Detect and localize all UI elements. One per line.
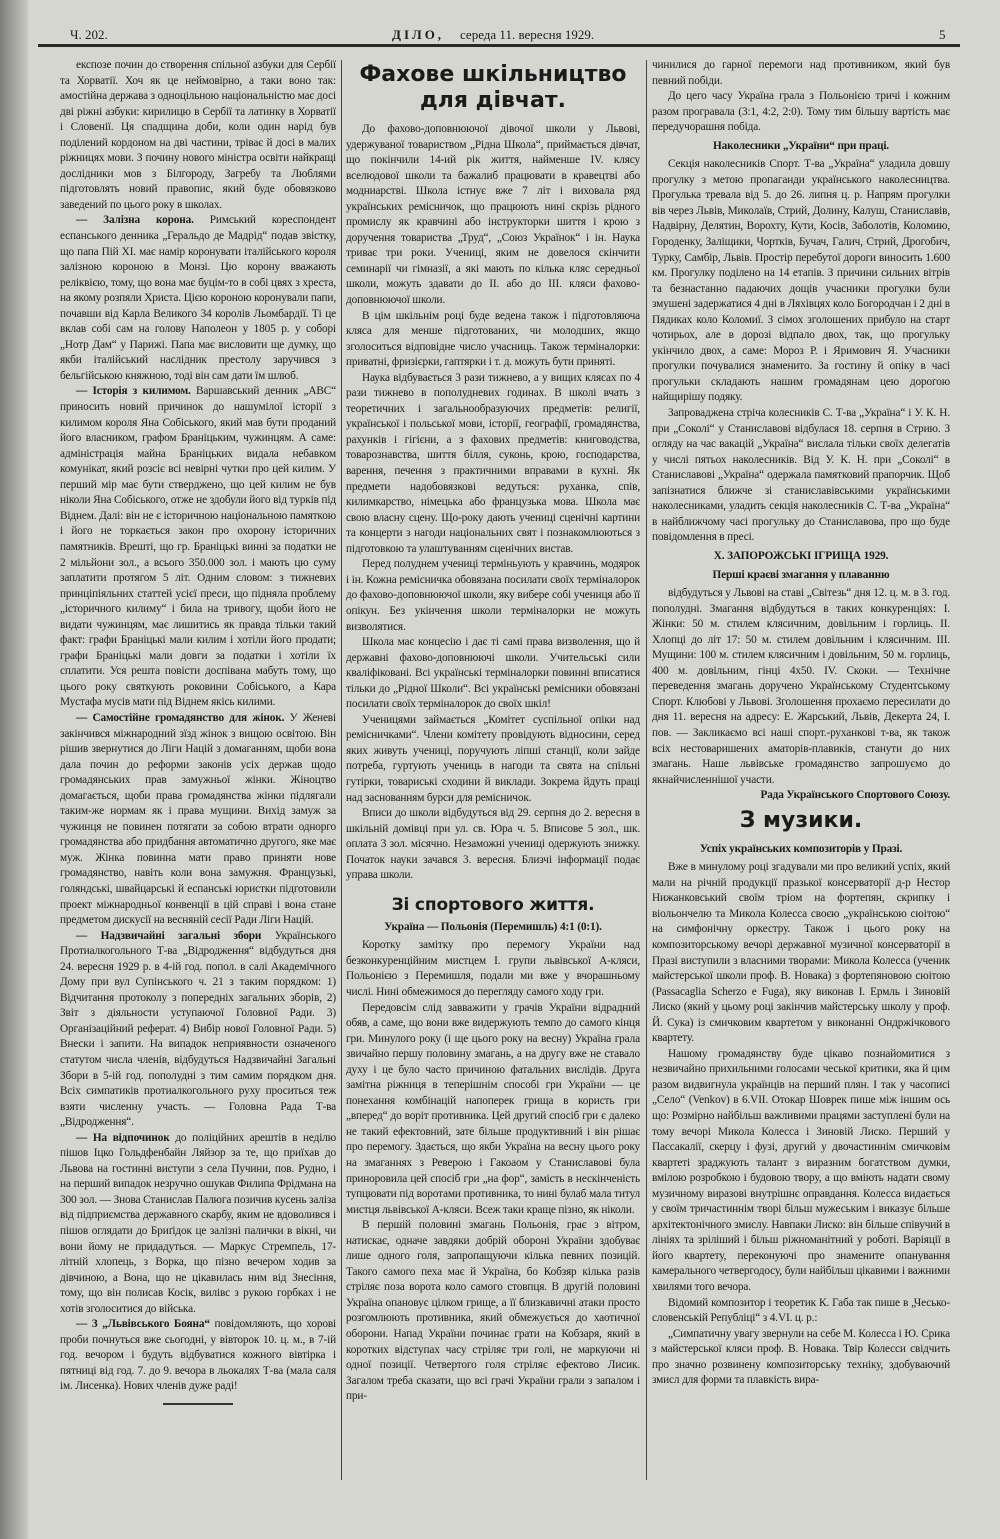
column-divider xyxy=(646,60,647,1480)
article-paragraph: Вписи до школи відбудуться від 29. серпня до 2. вересня в шкільній домівці при ул. св. Юра ч. 5. Вписове 5 зол., шк. оплата 3 зол. місячно. Незаможні учениці одержують знижку. Початок науки зачався 3. вересня. Близчі інформації подає управа школи. xyxy=(346,807,640,882)
article-paragraph: Вже в минулому році згадували ми про великий успіх, який мали на річній продукції празької консерваторії д-р Нестор Нижанковський своїм тріом на фортепян, скрипку і віольончелю та Микола Колесса своєю „українською сюітою“ на симфонічну оркестру. Також і цього року на композиторському вечорі державної музичної консерваторії в Празі виступили з власними творами: Микола Колесса (ученик майстерської школи проф. В. Новака) з фортепяновою сюітою (Passacaglia Scherzo e Fuga), яку виконав І. Ермль і Зиновій Лиско (який у цьому році закінчив майстерську школу у проф. Й. Сука) із смичковим квартетом у виконанні Ондржічкового квартету. xyxy=(652,861,950,1045)
music-section-title: З музики. xyxy=(739,807,863,833)
news-item-women-citizenship: — Самостійне громадянство для жінок. У Женеві закінчився міжнародний зїзд жінок з вищою освітою. Він рішив звернутися до Ліги Націй з домаганням, щоби вона дала почин до реформи законів усіх держав щодо громадянських прав замужньої жінки. Жіноцтво домагається, щоби права громадянства жінки підлягали таким-же нормам як і права мущини. Вихід замуж за чужинця не повинен потягати за собою втрати однорго громадянства або придбання автоматично другого, яке має муж. Жінка повинна мати право приняти нове громадянство, навіть коли вона замужня. Французькі, голяндські, швайцарські й еспанські юристки підготовили проект міжнародньої конвенції в цій справі і вона стане предметом дискусії на весняній сесії Ради Ліги Націй. xyxy=(60,711,336,927)
masthead: ДІЛО, xyxy=(392,27,445,42)
article-paragraph: В першій половині змагань Польонія, грає з вітром, натискає, одначе завдяки добрій обороні України здобуває лише одного голя, запропащуючи кілька певних позицій. Такого самого пеха має й Україна, бо Кобзяр кілька разів стріляє поза ворота коло самого стовпця. В другій половині Україна опановує цілком грище, а її близкавичні атаки просто розгомлюють противника, який обмежується до хаотичної оборони. Напад України починає грати на Кобзаря, який в коротких відступах часу стріляє три голі, не маркуючи ні одної позиції. Четвертого голя стріляє ефектово Лисик. Загалом треба сказати, що всі грачі України грали з запалом і при- xyxy=(346,1219,640,1403)
page-number: 5 xyxy=(939,27,946,42)
music-subtitle: Успіх українських композиторів у Празі. xyxy=(699,842,903,855)
article-title: Фахове шкільництво для дівчат. xyxy=(359,62,627,113)
article-paragraph: Секція наколесників Спорт. Т-ва „Україна“ уладила довшу прогулку з метою пропаганди українського наколесництва. Прогулька тревала від 5. до 26. липня ц. р. Напрям прогулки вів через Львів, Миколаїв, Стрий, Долину, Калуш, Станиславів, Надвірну, Делятин, Ворохту, Кути, Косів, Заболотів, Коломию, Городенку, Заліщики, Чортків, Бучач, Галич, Стрий, Дрогобич, Турку, Самбір, Львів. Простір перебутої дороги виносить 1.600 км. Прогулку поділено на 14 етапів. З причини сильних вітрів та безнастанно падаючих дощів учасники прогулки були змушені задержатися 4 дні в Ляхівцях коло Богородчан і 2 дні в Пядиках коло Коломиї. З сімох зголошених прибуло на старт чотирьох, але в дорозі відпало двох, так, що прогульку укінчило двох, а саме: Мороз Р. і Яримович Я. Учасники прогулки почувалися знаменито. За гостину й опіку в часі прогульки складають нашим громадянам цею дорогою найщирішу подяку. xyxy=(652,158,950,404)
news-item-boyan: — З „Львівського Бояна“ повідомляють, що хорові проби почнуться вже сьогодні, у вівторок 10. ц. м., в 7-ій год. вечором і будуть відбуватися кожного вівтірка і пятниці від год. 7. до 9. вечора в льокалях Т-ва (мала саля ім. Лисенка). Нових членів дуже раді! xyxy=(60,1318,336,1393)
article-paragraph: Коротку замітку про перемогу України над безконкуренційним мистцем I. групи львівської А-кляси, Польонією з Перемишля, подали ми вже у вчорашньому числі. Нині обмежимося до перегляду самого ходу гри. xyxy=(346,939,640,998)
news-item-carpet: — Історія з килимом. Варшавський денник „АВС“ приносить новий причинок до нашумілої історії з килимом короля Яна Собіського, який мав бути проданий його власником, графом Браніцьким, чужинцям. А саме: адміністрація майна Браніцьких видала небавком комунікат, який розсіє всі невірні чутки про цей килим. У перший мір має бути стверджено, що цей килим не був ніколи Яна Собіського, отже не здобули його від турків під Віднем. Далі: він не є історичною національною памяткою і його не торкається закон про охорону історичних памятників. Врешті, що гр. Браніцькі винні за податки не 2 мільйони зол., а всього 350.000 зол. і мають цю суму заплатити протягом 5 літ. Одним словом: з тижневих принціпіяльних статтей усієї преси, що підняла проблему „історичного килиму“ і била на тривогу, щоби його не видати чужинцям, має лишитись як правда тільки такий факт: графи Браніцькі мали килим і хотіли його продати; графи Браніцькі мали довги за податки і хотіли їх сплатити. Уся решта повісти доспівана мабуть тому, що цього року святкують роковини Собіського, а Кара Мустафа мусів мати під Віднем якісь килими. xyxy=(60,385,336,709)
article-paragraph: Нашому громадянству буде цікаво познайомитися з незвичайно прихильними голосами чеської критики, яка й цим разом видвигнула українців на перший плян. І так у часописі „Село“ (Venkov) в 6.VII. Отокар Шоврек пише між іншим ось що: Розмірно найбільш важливими працями заступлені були на тому вечорі Микола Колесса і Зиновій Лиско. Перший у Пассакалії, скерцу і фузі, другий у двочастиннім смичковім квартеті зраджують талант з виразним богатством думки, вмілою розробкою і будовою твору, а що вміють надати свому музичному виразові внутрішнє оправдання. Колесса видається у своїм тричастиннім творі більш мужеським і виказує більше архітектонічного змислу. Навпаки Лиско: він більше співучий в лініях та зріліший і більш ріжноманітний у роботі. Варіяції в його квартету, переконуючі про знамените опанування камерального четвергодосу, були найбільш цікавими і важними хвилями того вечора. xyxy=(652,1047,950,1294)
article-paragraph: В цім шкільнім році буде ведена також і підготовляюча кляса для менше підготованих, чи молодших, якщо зголоситься відповідне число учасниць. Також терміналорки: приватні, фризієрки, гаптярки і т. д. можуть бути приняті. xyxy=(346,309,640,369)
column-vocational-school xyxy=(346,58,640,1538)
page-binding-shadow xyxy=(0,0,28,1539)
header-rule xyxy=(38,44,960,47)
news-item-iron-crown: — Залізна корона. Римський кореспондент еспанського денника „Геральдо де Мадрід“ подав звістку, що папа Пій XI. має намір коронувати італійського короля залізною короною в Монзі. Цю корону вважають реліквією, тому, що вона має буцім-то в собі цвях з хреста, на якому розпяли Христа. Цією короною коронували папи, почавши від Карла Великого 34 королів Льомбардії. Ті це вклав собі сам на голову Наполеон у 1805 р. у соборі „Нотр Дам“ у Парижі. Папа має висловити ще думку, що якби італійський наслідник престолу заручився з бельгійською княжною, тоді він сам дати їм шлюб. xyxy=(60,214,336,382)
column-news-notes xyxy=(60,58,336,1478)
issue-number: Ч. 202. xyxy=(70,27,108,42)
column-divider xyxy=(341,60,342,1480)
games-subtitle: Х. ЗАПОРОЖСЬКІ ІГРИЩА 1929. xyxy=(713,549,889,562)
article-paragraph: Ученицями займається „Комітет суспільної опіки над ремісничками“. Члени комітету провідують відносини, серед яких живуть учениці, поручують ліпші станції, коли зайде потреба, гуртують учениць в нагоди та свята на спільні гутірки, товариські сходини й виклади. Зокрема йдуть праці над заснованням бурси для ремісничок. xyxy=(346,713,640,804)
article-paragraph: Перед полуднем учениці терміньують у кравчинь, модярок і ін. Кожна ремісничка обовязана посилати своїх терміналорок до фахово-доповнюючої школи, яку вибере собі учениця або її опікун. Без укінчення школи терміналорки не можуть визволятися. xyxy=(346,558,640,633)
match-subtitle: Україна — Польонія (Перемишль) 4:1 (0:1). xyxy=(384,920,602,933)
article-paragraph: відбудуться у Львові на ставі „Світезь“ дня 12. ц. м. в 3. год. пополудні. Змагання відбудуться в таких конкуренціях: I. Жінки: 50 м. стилем клясичним, довільним і горлиць. II. Хлопці до літ 17: 50 м. стилем довільним і клясичним. III. Мущини: 100 м. стилем клясичним і довільним, 50 м. горлиць, 400 м. довільним, гінці 4x50. IV. Скоки. — Технічне переведення змагань доручено Українському Студентському Спорт. Клюбові у Львові. Зголошення прохаємо пересилати до дня 11. вересня на адресу: Е. Жарський, Львів, Декерта 24, I. пов. — Закликаємо всі наші спорт.-руханкові т-ва, як також всіх нестоваришених аматорів-плавиків, станути до них змагань. Наше львівське громадянство запрошуємо до якнайчисленнішої участи. xyxy=(652,587,950,786)
article-paragraph: До фахово-доповнюючої дівочої школи у Львові, удержуваної товариством „Рідна Школа“, приймається дівчат, що покінчили 14-ий рік життя, найменше IV. клясу вселюдової школи та бажалиб працювати в кравецтві або модниарстві. Школа істнує вже 7 літ і виховала ряд українських ремісничок, що працюють нині скрізь рідного промислу як кравчині або інструкторки шиття і крою з доручення товариства „Труд“, „Союз Українок“ і ін. Наука триває три роки. Учениці, яким не довелося скінчити семинарії чи гімназії, а які мають по кілька кляс середньої школи, можуть здавати до II. або до III. кляси фахово-доповнюючої школи. xyxy=(346,123,640,307)
news-item-arrests: — На відпочинок до поліційних арештів в неділю пішов Іцко Гольдфенбайн Ляйзор за те, що приїхав до Львова на гостинні виступи з села Пучини, пов. Рудно, і на перший випадок незручно ошукав Филипа Фрідмана на 300 зол. — Знова Станислав Палюга позичив кусень заліза від підприємства державного скарбу, яким не вдоволився і пішов оглядати до Бриґідок це залізні палички в вікні, чи вони йому не придадуться. — Маркус Стремпель, 17-літній хлопець, з Ворка, що пізно вечером ходив за дівчиною, а Вона, що не цікавилась ним від Знесіння, тому, що він полисав Косік, вилівс з рукою горбках і не хотів зголоситися до війська. xyxy=(60,1131,336,1315)
article-paragraph: Наука відбувається 3 рази тижнево, а у вищих клясах по 4 рази тижнево в пополудневих годинах. В школі вчать з теоретичних і загальнообразуючих предметів: религії, української і польської мови, історії, географії, громадянства, рахунків і гігієни, а з фахових предметів: книговодства, товарознавства, шиття білля, суконь, крою, господарства, варення, печення з практичними вправами в кухні. Як предмети надобовязкові ведуться: руханка, спів, килимкарство, німецька або французька мова. Школа має свою власну сцену. Що-року дають учениці сценічні картини та концерти з нагоди національних свят і познакомлюються з підготовкою та улаштуванням сценічних вистав. xyxy=(346,371,640,555)
swim-subtitle: Перші краєві змагання у плаванню xyxy=(712,568,890,581)
article-paragraph: Передовсім слід завважити у грачів України відрадний обяв, а саме, що вони вже видержують темпо до самого кінця гри. Минулого року (і ще цього року на весну) Україна грала звичайно першу половину змагань, а на другу вже не ставало духу і це було часто причиною фатальних вислідів. Друга замітна ріжниця в теперішнім способі гри України — це понехання комбінацій напоперек грища в користь гри „вперед“ до воріт противника. Цей другий спосіб гри є далеко не такий ефектовний, зате більше продуктивний і він рішає про перемогу. Здається, що якби Україна на весну цього року на змаганнях з Реверою і Гакоаом у Станиславові була приноровила цей спосіб гри „на фор“, замість в нескінченість тупцювати під воротами противника, то нині булаб мала титул мистця львівської А-кляси. Всеж таки краще пізно, як ніколи. xyxy=(346,1001,640,1216)
end-rule xyxy=(163,1403,233,1405)
article-paragraph: Школа має концесію і дає ті самі права визволення, що й державні фахово-доповнюючі школи. Учительські сили кваліфіковані. Всі українські терміналорки повинні вписатися тільки до „Рідної Школи“. Всі українські ремісники обовязані посилати своїх терміналорок до своїх шкіл! xyxy=(346,636,640,711)
article-paragraph: Відомий композитор і теоретик К. Габа так пише в „Чесько-словенській Републіці“ з 4.VI. ц. р.: xyxy=(652,1296,950,1325)
issue-date: середа 11. вересня 1929. xyxy=(460,27,595,42)
cyclists-subtitle: Наколесники „України“ при праці. xyxy=(713,139,889,152)
signature: Рада Українського Спортового Союзу. xyxy=(760,789,950,802)
article-paragraph: „Симпатичну увагу звернули на себе М. Колесса і Ю. Срика з майстерської кляси проф. В. Новака. Твір Колесси свідчить про значно розвинену композиторську техніку, здобуваючий змисл для форми та плавкість вира- xyxy=(652,1327,950,1387)
article-paragraph: Запроваджена стріча колесників С. Т-ва „Україна“ і У. К. Н. при „Соколі“ у Станиславові відбулася 18. серпня в Стрию. З огляду на час вакацій „Україна“ вислала тільки своїх делегатів у числі пятьох наколесників. Від У. К. Н. при „Соколі“ в Станиславові „Україна“ одержала памятковий прапорчик. Щоб запізнатися ближче зі станиславівськими українськими наколесниками, уладить секція наколесників С. Т-ва „Україна“ в найближчому часі прогульку до Станиславова, про що буде повідомлення в пресі. xyxy=(652,407,950,544)
article-paragraph: експозе почин до створення спільної азбуки для Сербії та Хорватії. Хоч як це неймовірно, а таки воно так: амостійна держава з одноцільною національністю має досі дві ріжні азбуки: кирилицю в Сербії та латинку в Хорватії і Словенії. Ця спадщина доби, коли один нарід був поділений кордоном на дві частини, тріває й досі в малих ріжницях мови. З почину нового міністра освіти найкращі дослідники мов з Білгороду, Загребу та Люблями підготовлять новий правопис, який буде обовязково заведений по цього року в школах. xyxy=(60,59,336,211)
column-sport-music xyxy=(652,58,950,1538)
news-item-general-meeting: — Надзвичайні загальні збори Українського Протиалкогольного Т-ва „Відродження“ відбудуться дня 24. вересня 1929 р. в 4-ій год. попол. в салі Академічного Дому при вул Супінського ч. 21 з таким порядком: 1) Відчитання протоколу з попередніх загальних зборів, 2) Звіт з діяльности уступаючої Головної Ради. 3) Організаційний реферат. 4) Вибір нової Головної Ради. 5) Внески і запити. На випадок неприявности означеного статутом числа членів, відбудуться Надзвичайні Загальні Збори в 5-ій год. пополудні з тим самим порядком дня. Всіх симпатиків протиалкогольного руху проситься теж взяти численну участь. — Головна Рада Т-ва „Відродження“. xyxy=(60,929,336,1129)
article-paragraph: До цего часу Україна грала з Польонією тричі і кожним разом програвала (3:1, 4:2, 2:0). Тому тим більшу вартість має передучорашня побіда. xyxy=(652,90,950,134)
page-header xyxy=(62,27,950,43)
sport-section-title: Зі спортового життя. xyxy=(391,894,595,915)
article-paragraph: чинилися до гарної перемоги над противником, який був певний побіди. xyxy=(652,59,950,87)
